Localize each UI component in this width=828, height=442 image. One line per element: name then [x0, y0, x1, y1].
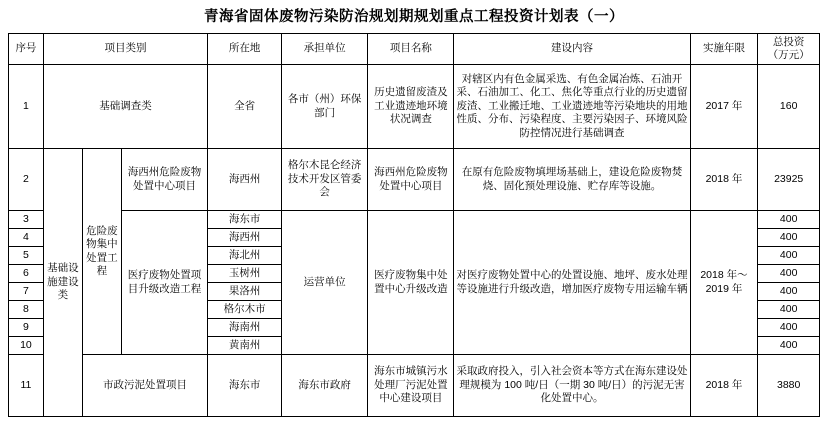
page-title: 青海省固体废物污染防治规划期规划重点工程投资计划表（一） [204, 9, 624, 25]
row-location: 格尔木市 [208, 301, 282, 319]
row-investment: 23925 [758, 149, 820, 211]
row-content: 对辖区内有色金属采选、有色金属冶炼、石油开采、石油加工、化工、焦化等重点行业的历史遗留废渣、工业搬迁地、工业遗迹地等污染地块的用地性质、分布、污染程度、主要污染因子、环境风险防控情况进行基础调查 [454, 65, 690, 149]
row-no: 9 [9, 319, 44, 337]
header-no: 序号 [9, 34, 44, 65]
header-term: 实施年限 [690, 34, 758, 65]
row-content: 采取政府投入，引入社会资本等方式在海东建设处理规模为 100 吨/日（一期 30 吨/日）的污泥无害化处置中心。 [454, 355, 690, 417]
row-content: 对医疗废物处置中心的处置设施、地坪、废水处理等设施进行升级改造，增加医疗废物专用运输车辆 [454, 211, 690, 355]
row-unit: 各市（州）环保部门 [282, 65, 368, 149]
row-no: 5 [9, 247, 44, 265]
row-no: 2 [9, 149, 44, 211]
row-location: 海东市 [208, 355, 282, 417]
row-location: 海东市 [208, 211, 282, 229]
table-row [9, 211, 820, 229]
row-location: 海西州 [208, 229, 282, 247]
row-term: 2018 年 [690, 149, 758, 211]
row-no: 1 [9, 65, 44, 149]
row-location: 黄南州 [208, 337, 282, 355]
row-project-name: 医疗废物集中处置中心升级改造 [368, 211, 454, 355]
row-location: 海西州 [208, 149, 282, 211]
row-location: 果洛州 [208, 283, 282, 301]
row-location: 海南州 [208, 319, 282, 337]
row-unit: 运营单位 [282, 211, 368, 355]
row-category-detail: 海西州危险废物处置中心项目 [121, 149, 207, 211]
row-project-name: 海东市城镇污水处理厂污泥处置中心建设项目 [368, 355, 454, 417]
row-no: 11 [9, 355, 44, 417]
row-category: 基础调查类 [43, 65, 207, 149]
row-location: 海北州 [208, 247, 282, 265]
row-category-detail: 市政污泥处置项目 [82, 355, 207, 417]
row-term: 2017 年 [690, 65, 758, 149]
row-no: 6 [9, 265, 44, 283]
row-investment: 400 [758, 319, 820, 337]
header-unit: 承担单位 [282, 34, 368, 65]
row-term: 2018 年～2019 年 [690, 211, 758, 355]
row-investment: 400 [758, 229, 820, 247]
header-project-name: 项目名称 [368, 34, 454, 65]
row-investment: 400 [758, 265, 820, 283]
row-location: 全省 [208, 65, 282, 149]
investment-plan-table [8, 33, 820, 417]
table-row [9, 65, 820, 149]
row-investment: 160 [758, 65, 820, 149]
header-content: 建设内容 [454, 34, 690, 65]
row-unit: 海东市政府 [282, 355, 368, 417]
table-row [9, 149, 820, 211]
row-term: 2018 年 [690, 355, 758, 417]
row-no: 10 [9, 337, 44, 355]
row-no: 7 [9, 283, 44, 301]
table-header-row [9, 34, 820, 65]
row-location: 玉树州 [208, 265, 282, 283]
header-investment-label: 总投资 [772, 35, 805, 48]
header-location: 所在地 [208, 34, 282, 65]
row-content: 在原有危险废物填埋场基础上，建设危险废物焚烧、固化预处理设施、贮存库等设施。 [454, 149, 690, 211]
row-investment: 3880 [758, 355, 820, 417]
row-investment: 400 [758, 283, 820, 301]
header-investment-unit: （万元） [767, 49, 810, 61]
row-project-name: 海西州危险废物处置中心项目 [368, 149, 454, 211]
row-investment: 400 [758, 247, 820, 265]
row-unit: 格尔木昆仑经济技术开发区管委会 [282, 149, 368, 211]
row-category-main: 基础设施建设类 [43, 149, 82, 417]
row-category-sub: 危险废物集中处置工程 [82, 149, 121, 355]
table-row [9, 355, 820, 417]
row-investment: 400 [758, 337, 820, 355]
header-investment [758, 34, 820, 65]
header-category: 项目类别 [43, 34, 207, 65]
row-no: 4 [9, 229, 44, 247]
row-project-name: 历史遗留废渣及工业遗迹地环境状况调查 [368, 65, 454, 149]
row-category-detail: 医疗废物处置项目升级改造工程 [121, 211, 207, 355]
row-no: 8 [9, 301, 44, 319]
row-investment: 400 [758, 301, 820, 319]
row-no: 3 [9, 211, 44, 229]
row-investment: 400 [758, 211, 820, 229]
